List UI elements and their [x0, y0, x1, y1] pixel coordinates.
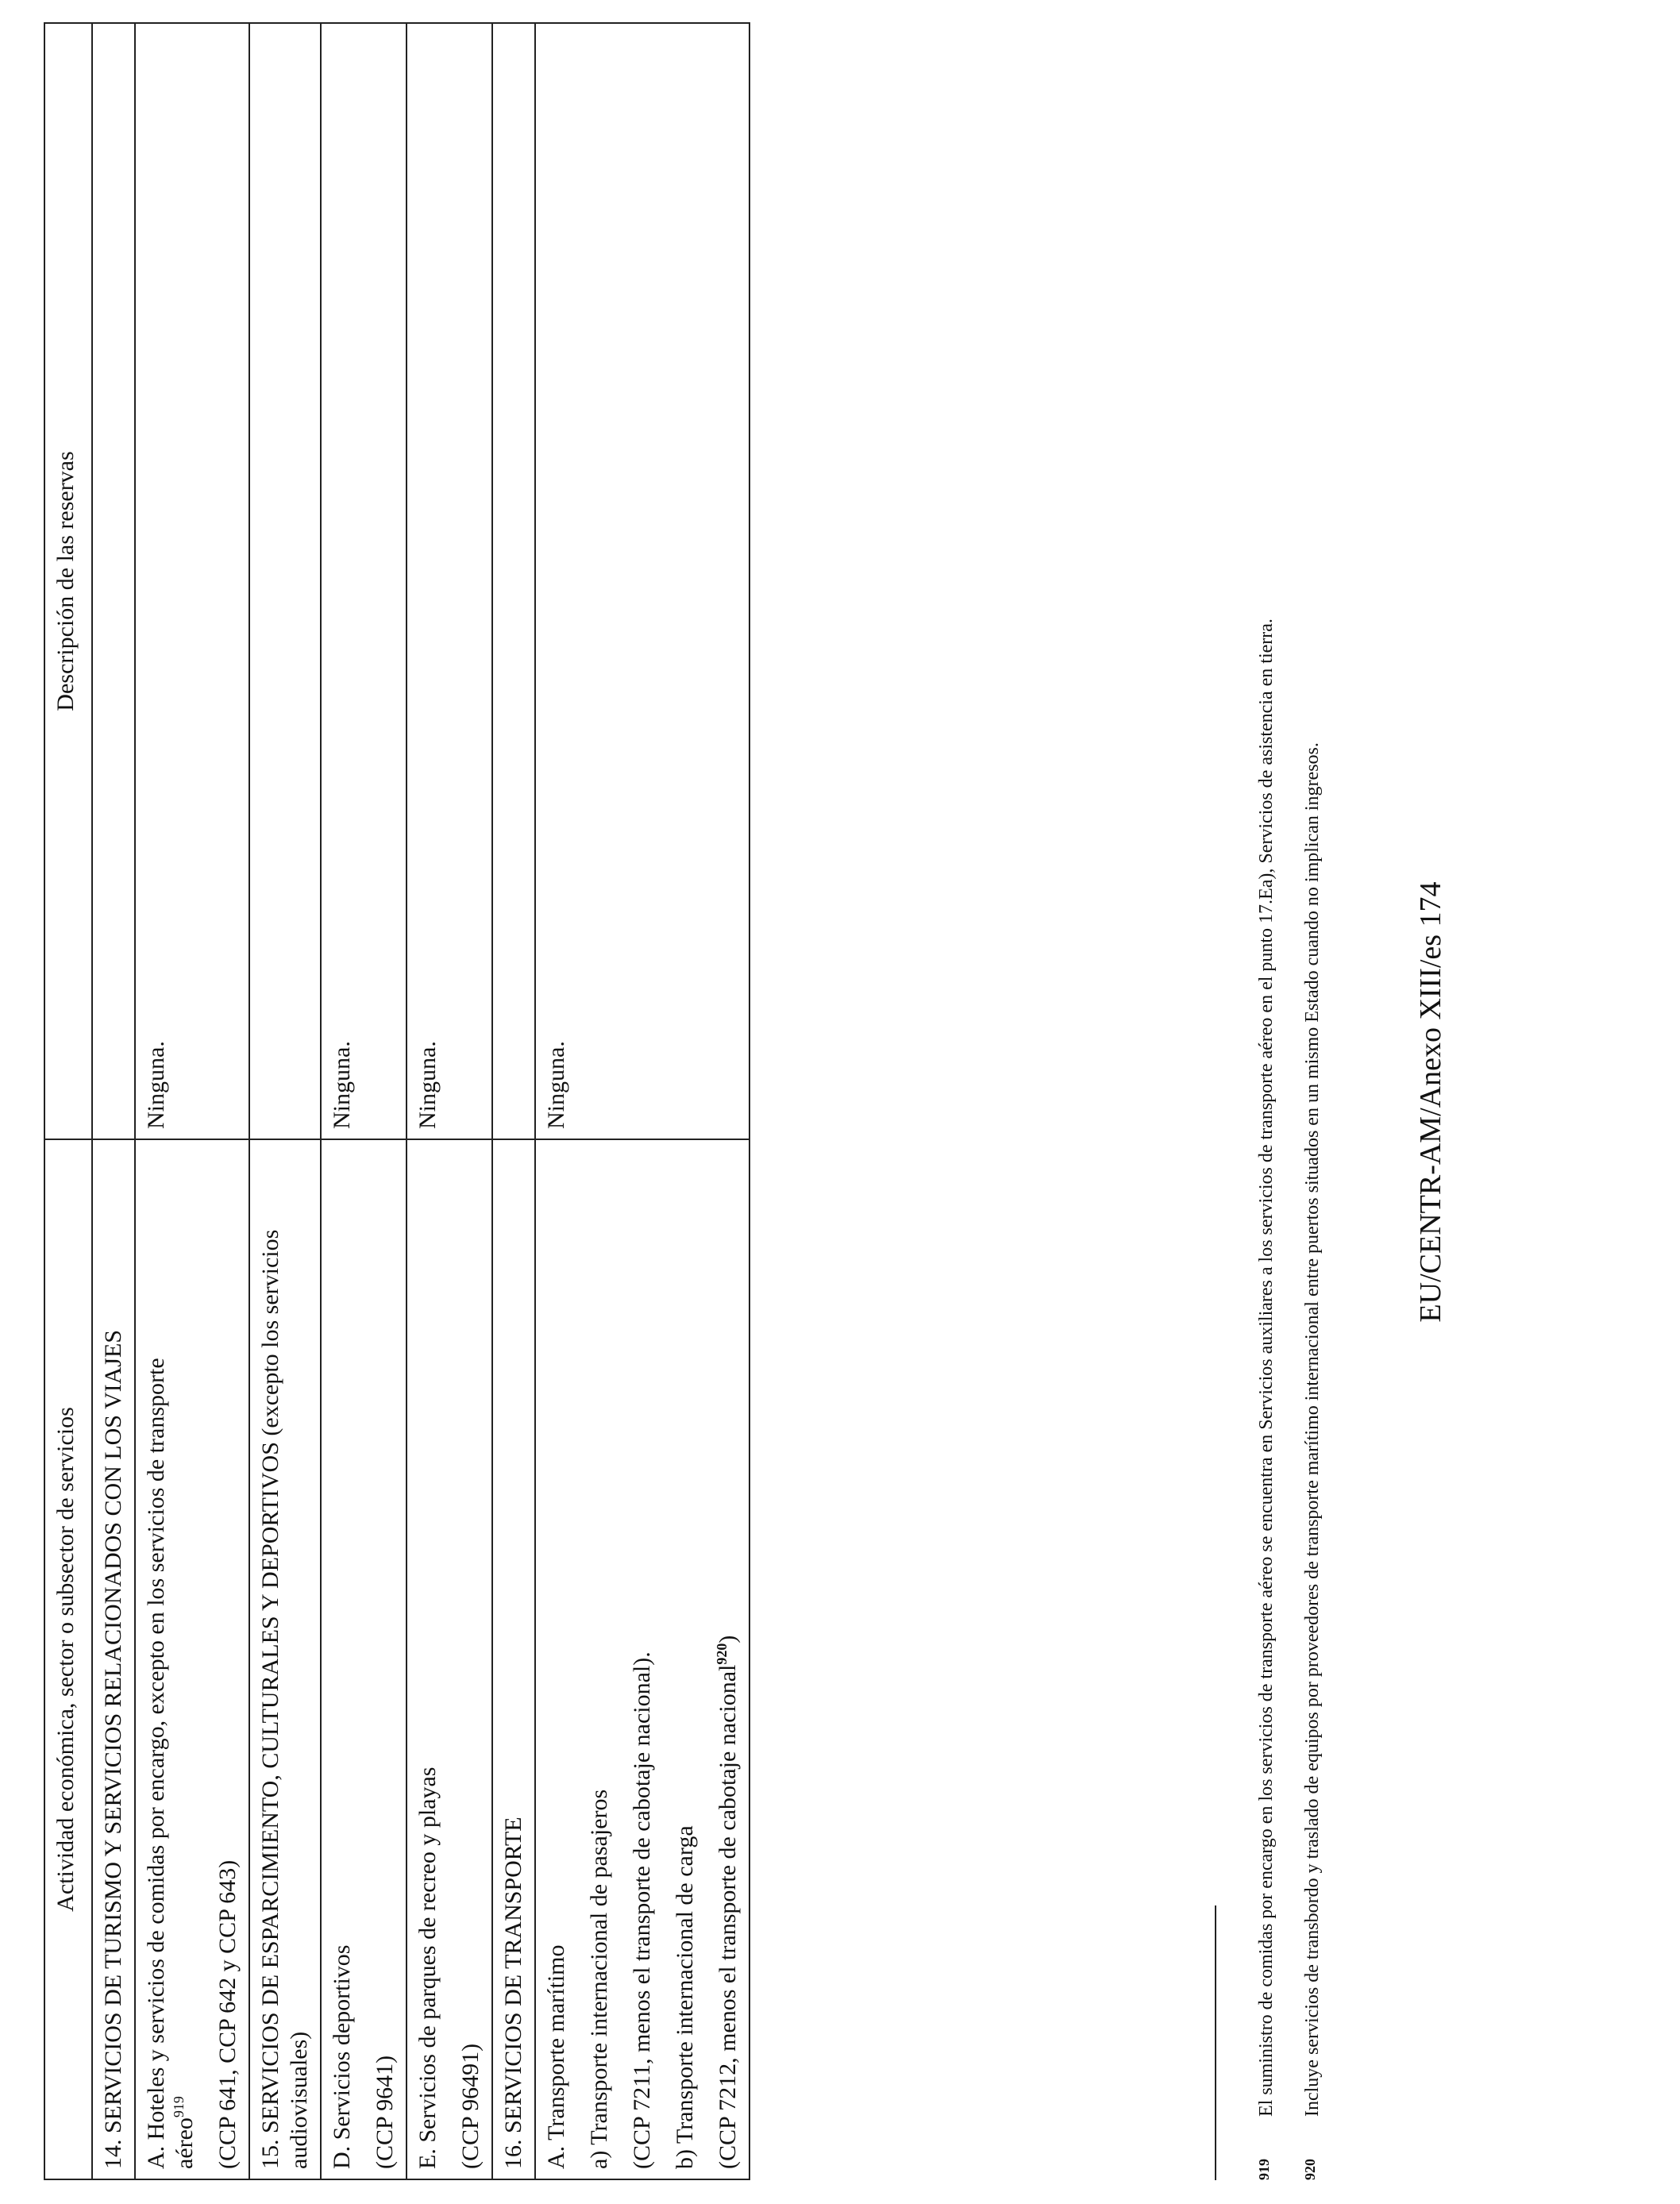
- maritimo-carga-ccp-close: ): [715, 1635, 741, 1643]
- hoteles-cell: [135, 1139, 249, 2179]
- section-14-empty: [92, 23, 135, 1139]
- header-sector: Actividad económica, sector o subsector de servicios: [44, 1139, 92, 2179]
- footnote-919-text: El suministro de comidas por encargo en los servicios de transporte aéreo se encuentra en Servicios auxiliares a los servicios de transporte aéreo en el punto 17.Ea), Servicios de asistencia en tierra.: [1256, 618, 1277, 2117]
- reservations-table: [44, 22, 750, 2180]
- hoteles-word-aereo: aéreo: [171, 2117, 198, 2169]
- header-description: Descripción de las reservas: [44, 23, 92, 1139]
- footnote-919-number: 919: [1256, 2159, 1272, 2180]
- deportivos-cell: [321, 1139, 407, 2179]
- deportivos-title: D. Servicios deportivos: [329, 1944, 355, 2169]
- footnote-ref-920[interactable]: 920: [714, 1643, 730, 1665]
- hoteles-ccp: (CCP 641, CCP 642 y CCP 643): [214, 1859, 241, 2169]
- deportivos-reserva: Ninguna.: [321, 23, 407, 1139]
- parques-title: E. Servicios de parques de recreo y playas: [414, 1767, 441, 2169]
- table-row-section-15: [249, 23, 321, 2179]
- section-15-empty: [249, 23, 321, 1139]
- maritimo-carga: b) Transporte internacional de carga: [672, 1825, 698, 2169]
- table-header-row: [44, 23, 92, 2179]
- maritimo-reserva: Ninguna.: [535, 23, 749, 1139]
- maritimo-carga-ccp: [714, 1150, 742, 2169]
- maritimo-pasajeros-ccp: (CCP 7211, menos el transporte de cabotaje nacional).: [629, 1651, 655, 2169]
- hoteles-line1: A. Hoteles y servicios de comidas por encargo, excepto en los servicios de transporte: [143, 1358, 169, 2169]
- maritimo-pasajeros: a) Transporte internacional de pasajeros: [586, 1789, 612, 2169]
- table-row-deportivos: [321, 23, 407, 2179]
- parques-cell: [407, 1139, 492, 2179]
- page-identifier: EU/CENTR-AM/Anexo XIII/es 174: [1414, 881, 1447, 1323]
- parques-reserva: Ninguna.: [407, 23, 492, 1139]
- footnote-920-number: 920: [1302, 2159, 1318, 2180]
- section-16-title: 16. SERVICIOS DE TRANSPORTE: [492, 1139, 535, 2179]
- table-row-hoteles: [135, 23, 249, 2179]
- footnote-separator: [1215, 1905, 1216, 2180]
- deportivos-ccp: (CCP 9641): [372, 2055, 398, 2169]
- maritimo-cell: [535, 1139, 749, 2179]
- footnote-920-text: Incluye servicios de transbordo y traslado de equipos por proveedores de transporte marítimo internacional entre puertos situados en un mismo Estado cuando no implican ingresos.: [1302, 742, 1323, 2117]
- section-15-title: 15. SERVICIOS DE ESPARCIMIENTO, CULTURALES Y DEPORTIVOS (excepto los servicios audiovisuales): [249, 1139, 321, 2179]
- table-row-section-16: [492, 23, 535, 2179]
- table-row-section-14: [92, 23, 135, 2179]
- maritimo-title: A. Transporte marítimo: [543, 1944, 569, 2169]
- table-row-maritimo: [535, 23, 749, 2179]
- section-16-empty: [492, 23, 535, 1139]
- footnote-ref-919[interactable]: 919: [171, 2096, 187, 2118]
- section-14-title: 14. SERVICIOS DE TURISMO Y SERVICIOS RELACIONADOS CON LOS VIAJES: [92, 1139, 135, 2179]
- table-row-parques: [407, 23, 492, 2179]
- hoteles-reserva: Ninguna.: [135, 23, 249, 1139]
- hoteles-line2: [171, 1150, 199, 2169]
- parques-ccp: (CCP 96491): [457, 2043, 484, 2169]
- maritimo-carga-ccp-text: (CCP 7212, menos el transporte de cabotaje nacional: [715, 1664, 741, 2169]
